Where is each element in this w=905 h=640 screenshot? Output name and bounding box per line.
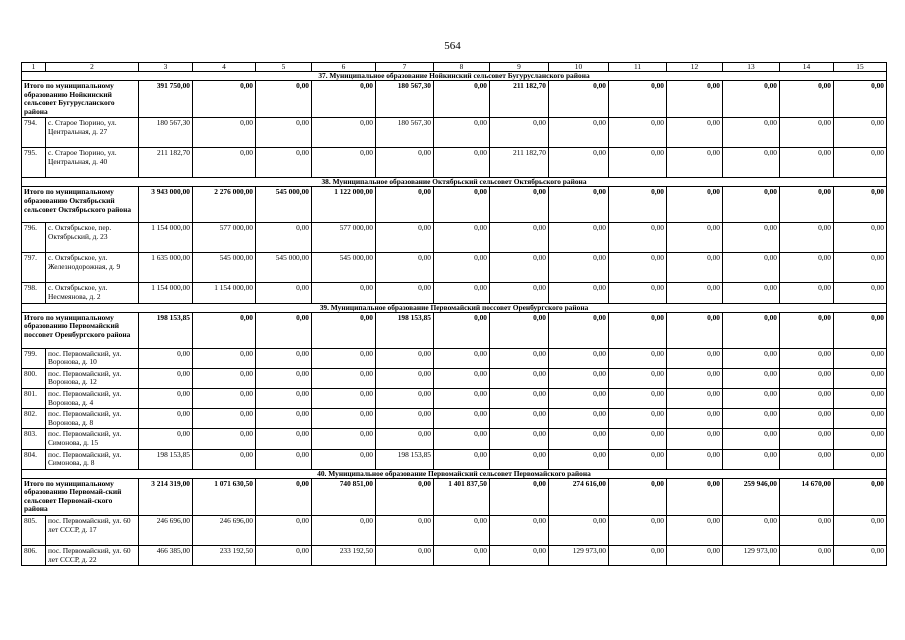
address-cell: с. Старое Тюрино, ул. Центральная, д. 27: [46, 118, 139, 148]
value-cell: 0,00: [193, 449, 256, 469]
section-title: 39. Муниципальное образование Первомайский поссовет Оренбургского района: [22, 303, 887, 312]
value-cell: 0,00: [834, 148, 887, 178]
value-cell: 198 153,85: [376, 449, 434, 469]
value-cell: 0,00: [490, 312, 549, 348]
value-cell: 246 696,00: [193, 516, 256, 546]
value-cell: 0,00: [667, 449, 723, 469]
value-cell: 0,00: [834, 118, 887, 148]
row-number: 798.: [22, 283, 46, 303]
value-cell: 0,00: [434, 429, 490, 449]
value-cell: 0,00: [609, 223, 667, 253]
value-cell: 0,00: [312, 81, 376, 118]
value-cell: 0,00: [723, 223, 780, 253]
value-cell: 0,00: [312, 283, 376, 303]
column-number-cell: 1: [22, 63, 46, 72]
table-row: [22, 348, 887, 368]
value-cell: 0,00: [376, 283, 434, 303]
value-cell: 0,00: [549, 429, 609, 449]
value-cell: 577 000,00: [312, 223, 376, 253]
value-cell: 0,00: [834, 429, 887, 449]
value-cell: 259 946,00: [723, 478, 780, 515]
section-title: 37. Муниципальное образование Нойкинский сельсовет Бугурусланского района: [22, 72, 887, 81]
address-cell: пос. Первомайский, ул. 60 лет СССР, д. 22: [46, 546, 139, 566]
address-cell: пос. Первомайский, ул. Воронова, д. 4: [46, 388, 139, 408]
value-cell: 0,00: [780, 118, 834, 148]
table-row: [22, 118, 887, 148]
value-cell: 0,00: [490, 429, 549, 449]
value-cell: 0,00: [312, 312, 376, 348]
value-cell: 1 635 000,00: [139, 253, 193, 283]
value-cell: 0,00: [667, 409, 723, 429]
value-cell: 0,00: [667, 546, 723, 566]
value-cell: 0,00: [139, 429, 193, 449]
value-cell: 545 000,00: [312, 253, 376, 283]
value-cell: 0,00: [193, 118, 256, 148]
value-cell: 0,00: [256, 449, 312, 469]
value-cell: 0,00: [723, 449, 780, 469]
value-cell: 0,00: [780, 81, 834, 118]
value-cell: 0,00: [723, 429, 780, 449]
value-cell: 0,00: [667, 312, 723, 348]
value-cell: 0,00: [667, 81, 723, 118]
value-cell: 0,00: [312, 449, 376, 469]
address-cell: пос. Первомайский, ул. Симонова, д. 15: [46, 429, 139, 449]
value-cell: 0,00: [834, 368, 887, 388]
value-cell: 0,00: [376, 348, 434, 368]
value-cell: 0,00: [549, 81, 609, 118]
value-cell: 0,00: [549, 348, 609, 368]
value-cell: 0,00: [834, 348, 887, 368]
value-cell: 0,00: [376, 223, 434, 253]
value-cell: 180 567,30: [376, 118, 434, 148]
value-cell: 0,00: [193, 368, 256, 388]
value-cell: 198 153,85: [376, 312, 434, 348]
value-cell: 0,00: [193, 429, 256, 449]
value-cell: 0,00: [549, 118, 609, 148]
total-row: [22, 312, 887, 348]
value-cell: 0,00: [256, 409, 312, 429]
value-cell: 0,00: [256, 118, 312, 148]
value-cell: 0,00: [139, 409, 193, 429]
address-cell: пос. Первомайский, ул. Симонова, д. 8: [46, 449, 139, 469]
value-cell: 0,00: [549, 368, 609, 388]
value-cell: 0,00: [723, 253, 780, 283]
value-cell: 0,00: [723, 187, 780, 223]
budget-table: [21, 62, 887, 566]
value-cell: 0,00: [667, 368, 723, 388]
value-cell: 577 000,00: [193, 223, 256, 253]
row-number: 806.: [22, 546, 46, 566]
column-number-cell: 15: [834, 63, 887, 72]
value-cell: 466 385,00: [139, 546, 193, 566]
value-cell: 0,00: [193, 148, 256, 178]
table-row: [22, 429, 887, 449]
value-cell: 0,00: [256, 223, 312, 253]
value-cell: 0,00: [193, 348, 256, 368]
value-cell: 1 154 000,00: [193, 283, 256, 303]
column-number-cell: 6: [312, 63, 376, 72]
value-cell: 0,00: [723, 409, 780, 429]
value-cell: 0,00: [834, 187, 887, 223]
section-header-row: [22, 303, 887, 312]
value-cell: 0,00: [834, 449, 887, 469]
value-cell: 0,00: [609, 118, 667, 148]
value-cell: 180 567,30: [376, 81, 434, 118]
section-header-row: [22, 72, 887, 81]
value-cell: 0,00: [834, 546, 887, 566]
value-cell: 0,00: [312, 409, 376, 429]
section-header-row: [22, 469, 887, 478]
value-cell: 0,00: [256, 312, 312, 348]
value-cell: 0,00: [256, 388, 312, 408]
value-cell: 0,00: [667, 148, 723, 178]
value-cell: 0,00: [780, 223, 834, 253]
value-cell: 0,00: [376, 546, 434, 566]
value-cell: 0,00: [312, 368, 376, 388]
value-cell: 0,00: [780, 187, 834, 223]
table-row: [22, 388, 887, 408]
value-cell: 0,00: [256, 148, 312, 178]
value-cell: 0,00: [549, 148, 609, 178]
value-cell: 0,00: [723, 118, 780, 148]
value-cell: 0,00: [834, 409, 887, 429]
value-cell: 0,00: [834, 516, 887, 546]
table-row: [22, 516, 887, 546]
address-cell: пос. Первомайский, ул. 60 лет СССР, д. 17: [46, 516, 139, 546]
value-cell: 0,00: [256, 283, 312, 303]
value-cell: 0,00: [193, 312, 256, 348]
value-cell: 3 943 000,00: [139, 187, 193, 223]
table-body: [22, 63, 887, 566]
value-cell: 0,00: [667, 118, 723, 148]
value-cell: 0,00: [834, 81, 887, 118]
value-cell: 0,00: [490, 223, 549, 253]
value-cell: 0,00: [490, 388, 549, 408]
value-cell: 0,00: [490, 409, 549, 429]
value-cell: 3 214 319,00: [139, 478, 193, 515]
value-cell: 0,00: [609, 516, 667, 546]
table-row: [22, 546, 887, 566]
value-cell: 0,00: [490, 546, 549, 566]
value-cell: 0,00: [549, 388, 609, 408]
value-cell: 0,00: [549, 283, 609, 303]
value-cell: 0,00: [667, 283, 723, 303]
value-cell: 0,00: [780, 388, 834, 408]
row-number: 802.: [22, 409, 46, 429]
row-number: 799.: [22, 348, 46, 368]
value-cell: 0,00: [434, 388, 490, 408]
value-cell: 0,00: [834, 312, 887, 348]
value-cell: 0,00: [780, 283, 834, 303]
value-cell: 0,00: [434, 312, 490, 348]
value-cell: 0,00: [780, 449, 834, 469]
value-cell: 0,00: [434, 368, 490, 388]
value-cell: 0,00: [549, 409, 609, 429]
value-cell: 0,00: [667, 516, 723, 546]
value-cell: 0,00: [780, 368, 834, 388]
row-number: 801.: [22, 388, 46, 408]
value-cell: 0,00: [376, 148, 434, 178]
total-label: Итого по муниципальному образованию Нойкинский сельсовет Бугурусланского района: [22, 81, 139, 118]
total-label: Итого по муниципальному образованию Октябрьский сельсовет Октябрьского района: [22, 187, 139, 223]
row-number: 797.: [22, 253, 46, 283]
column-number-cell: 3: [139, 63, 193, 72]
table-row: [22, 283, 887, 303]
value-cell: 1 154 000,00: [139, 283, 193, 303]
column-number-cell: 2: [46, 63, 139, 72]
value-cell: 0,00: [667, 253, 723, 283]
column-number-cell: 8: [434, 63, 490, 72]
value-cell: 0,00: [667, 348, 723, 368]
section-header-row: [22, 178, 887, 187]
value-cell: 0,00: [549, 223, 609, 253]
value-cell: 0,00: [193, 409, 256, 429]
value-cell: 246 696,00: [139, 516, 193, 546]
value-cell: 0,00: [609, 478, 667, 515]
row-number: 803.: [22, 429, 46, 449]
value-cell: 0,00: [434, 148, 490, 178]
value-cell: 0,00: [780, 546, 834, 566]
value-cell: 0,00: [490, 283, 549, 303]
value-cell: 0,00: [376, 253, 434, 283]
column-number-cell: 4: [193, 63, 256, 72]
value-cell: 0,00: [780, 253, 834, 283]
value-cell: 0,00: [780, 409, 834, 429]
value-cell: 0,00: [667, 187, 723, 223]
value-cell: 0,00: [312, 148, 376, 178]
value-cell: 0,00: [434, 118, 490, 148]
column-number-cell: 11: [609, 63, 667, 72]
value-cell: 14 670,00: [780, 478, 834, 515]
value-cell: 0,00: [609, 388, 667, 408]
value-cell: 274 616,00: [549, 478, 609, 515]
value-cell: 0,00: [193, 81, 256, 118]
value-cell: 211 182,70: [139, 148, 193, 178]
value-cell: 0,00: [609, 283, 667, 303]
value-cell: 211 182,70: [490, 81, 549, 118]
value-cell: 0,00: [609, 429, 667, 449]
value-cell: 0,00: [609, 253, 667, 283]
row-number: 795.: [22, 148, 46, 178]
address-cell: пос. Первомайский, ул. Воронова, д. 12: [46, 368, 139, 388]
value-cell: 0,00: [609, 312, 667, 348]
value-cell: 0,00: [834, 283, 887, 303]
value-cell: 0,00: [376, 429, 434, 449]
column-number-cell: 10: [549, 63, 609, 72]
value-cell: 0,00: [609, 187, 667, 223]
total-row: [22, 478, 887, 515]
value-cell: 0,00: [723, 283, 780, 303]
value-cell: 545 000,00: [256, 187, 312, 223]
value-cell: 0,00: [490, 253, 549, 283]
value-cell: 0,00: [139, 348, 193, 368]
value-cell: 0,00: [256, 348, 312, 368]
value-cell: 0,00: [490, 449, 549, 469]
value-cell: 0,00: [312, 348, 376, 368]
value-cell: 0,00: [780, 148, 834, 178]
value-cell: 0,00: [376, 478, 434, 515]
address-cell: с. Старое Тюрино, ул. Центральная, д. 40: [46, 148, 139, 178]
value-cell: 0,00: [834, 223, 887, 253]
value-cell: 1 071 630,50: [193, 478, 256, 515]
value-cell: 0,00: [549, 187, 609, 223]
value-cell: 0,00: [549, 312, 609, 348]
total-row: [22, 187, 887, 223]
value-cell: 0,00: [723, 388, 780, 408]
value-cell: 0,00: [376, 368, 434, 388]
value-cell: 0,00: [834, 388, 887, 408]
value-cell: 545 000,00: [193, 253, 256, 283]
page-number: 564: [444, 40, 461, 52]
value-cell: 233 192,50: [312, 546, 376, 566]
column-number-cell: 14: [780, 63, 834, 72]
value-cell: 0,00: [780, 516, 834, 546]
value-cell: 0,00: [256, 516, 312, 546]
value-cell: 0,00: [312, 429, 376, 449]
address-cell: с. Октябрьское, ул. Железнодорожная, д. 9: [46, 253, 139, 283]
value-cell: 0,00: [667, 478, 723, 515]
value-cell: 0,00: [723, 81, 780, 118]
value-cell: 129 973,00: [723, 546, 780, 566]
row-number: 794.: [22, 118, 46, 148]
section-title: 40. Муниципальное образование Первомайский сельсовет Первомайского района: [22, 469, 887, 478]
column-number-cell: 5: [256, 63, 312, 72]
column-number-cell: 7: [376, 63, 434, 72]
table-row: [22, 148, 887, 178]
value-cell: 198 153,85: [139, 449, 193, 469]
row-number: 800.: [22, 368, 46, 388]
table-row: [22, 449, 887, 469]
address-cell: пос. Первомайский, ул. Воронова, д. 8: [46, 409, 139, 429]
section-title: 38. Муниципальное образование Октябрьский сельсовет Октябрьского района: [22, 178, 887, 187]
total-label: Итого по муниципальному образованию Первомай-ский сельсовет Первомай-ского района: [22, 478, 139, 515]
table-row: [22, 223, 887, 253]
value-cell: 0,00: [434, 283, 490, 303]
address-cell: с. Октябрьское, ул. Несмеянова, д. 2: [46, 283, 139, 303]
value-cell: 0,00: [667, 223, 723, 253]
value-cell: 0,00: [667, 388, 723, 408]
value-cell: 0,00: [256, 368, 312, 388]
value-cell: 180 567,30: [139, 118, 193, 148]
value-cell: 2 276 000,00: [193, 187, 256, 223]
row-number: 804.: [22, 449, 46, 469]
value-cell: 1 401 837,50: [434, 478, 490, 515]
value-cell: 0,00: [490, 368, 549, 388]
value-cell: 0,00: [434, 516, 490, 546]
value-cell: 0,00: [312, 516, 376, 546]
value-cell: 0,00: [723, 368, 780, 388]
value-cell: 1 154 000,00: [139, 223, 193, 253]
total-label: Итого по муниципальному образованию Первомайский поссовет Оренбургского района: [22, 312, 139, 348]
value-cell: 0,00: [256, 478, 312, 515]
value-cell: 0,00: [490, 348, 549, 368]
address-cell: с. Октябрьское, пер. Октябрьский, д. 23: [46, 223, 139, 253]
value-cell: 0,00: [376, 187, 434, 223]
value-cell: 1 122 000,00: [312, 187, 376, 223]
value-cell: 0,00: [139, 388, 193, 408]
value-cell: 545 000,00: [256, 253, 312, 283]
value-cell: 0,00: [834, 253, 887, 283]
value-cell: 0,00: [723, 148, 780, 178]
column-number-cell: 13: [723, 63, 780, 72]
value-cell: 0,00: [376, 409, 434, 429]
value-cell: 129 973,00: [549, 546, 609, 566]
value-cell: 0,00: [609, 348, 667, 368]
value-cell: 0,00: [780, 348, 834, 368]
value-cell: 740 851,00: [312, 478, 376, 515]
column-number-cell: 9: [490, 63, 549, 72]
value-cell: 0,00: [434, 546, 490, 566]
value-cell: 211 182,70: [490, 148, 549, 178]
value-cell: 0,00: [490, 187, 549, 223]
value-cell: 0,00: [549, 253, 609, 283]
value-cell: 0,00: [609, 409, 667, 429]
value-cell: 0,00: [723, 348, 780, 368]
value-cell: 0,00: [312, 118, 376, 148]
value-cell: 0,00: [549, 449, 609, 469]
column-number-row: [22, 63, 887, 72]
table-row: [22, 409, 887, 429]
value-cell: 0,00: [139, 368, 193, 388]
value-cell: 0,00: [434, 449, 490, 469]
value-cell: 0,00: [609, 449, 667, 469]
value-cell: 0,00: [723, 312, 780, 348]
value-cell: 198 153,85: [139, 312, 193, 348]
table-row: [22, 253, 887, 283]
value-cell: 0,00: [434, 348, 490, 368]
value-cell: 0,00: [312, 388, 376, 408]
row-number: 805.: [22, 516, 46, 546]
value-cell: 0,00: [490, 478, 549, 515]
value-cell: 0,00: [256, 546, 312, 566]
value-cell: 233 192,50: [193, 546, 256, 566]
address-cell: пос. Первомайский, ул. Воронова, д. 10: [46, 348, 139, 368]
value-cell: 0,00: [780, 429, 834, 449]
value-cell: 0,00: [434, 253, 490, 283]
row-number: 796.: [22, 223, 46, 253]
value-cell: 0,00: [609, 368, 667, 388]
value-cell: 0,00: [376, 516, 434, 546]
table-row: [22, 368, 887, 388]
value-cell: 0,00: [667, 429, 723, 449]
value-cell: 0,00: [609, 148, 667, 178]
value-cell: 0,00: [434, 187, 490, 223]
value-cell: 0,00: [376, 388, 434, 408]
value-cell: 0,00: [609, 546, 667, 566]
value-cell: 0,00: [434, 223, 490, 253]
value-cell: 0,00: [723, 516, 780, 546]
total-row: [22, 81, 887, 118]
value-cell: 0,00: [490, 516, 549, 546]
value-cell: 391 750,00: [139, 81, 193, 118]
column-number-cell: 12: [667, 63, 723, 72]
value-cell: 0,00: [609, 81, 667, 118]
value-cell: 0,00: [256, 429, 312, 449]
value-cell: 0,00: [434, 409, 490, 429]
value-cell: 0,00: [780, 312, 834, 348]
value-cell: 0,00: [549, 516, 609, 546]
value-cell: 0,00: [193, 388, 256, 408]
value-cell: 0,00: [434, 81, 490, 118]
value-cell: 0,00: [834, 478, 887, 515]
value-cell: 0,00: [490, 118, 549, 148]
value-cell: 0,00: [256, 81, 312, 118]
